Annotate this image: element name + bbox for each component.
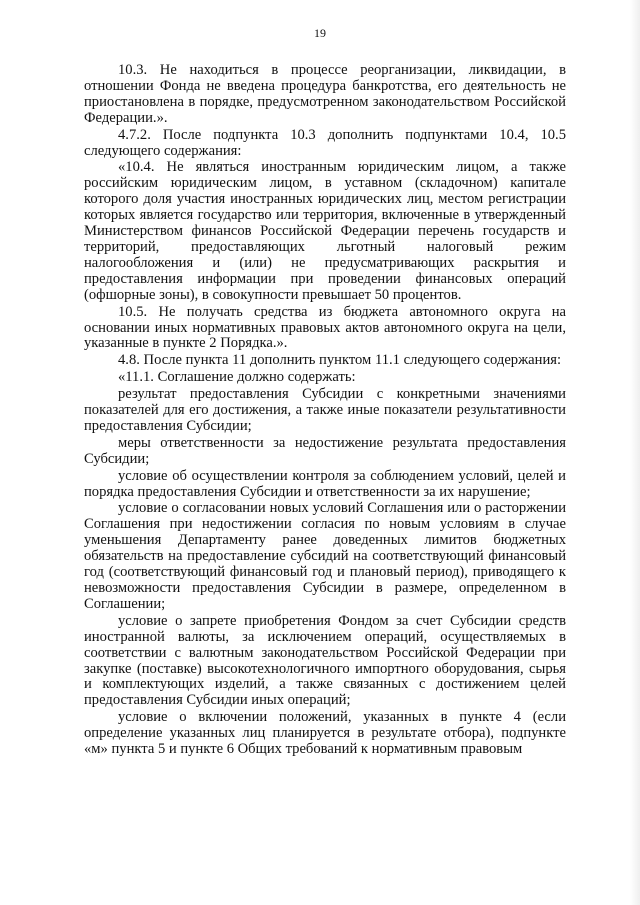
paragraph-4-7-2: 4.7.2. После подпункта 10.3 дополнить подпунктами 10.4, 10.5 следующего содержания: [84,126,566,159]
page-edge-shadow [630,0,640,905]
paragraph-10-4: «10.4. Не являться иностранным юридическим лицом, а также российским юридическим лицом, в уставном (складочном) капитале которого доля участия иностранных юридических лиц, местом регистрации которых является государство или территория, включенные в утвержденный Министерством финансов Российской Федерации перечень государств и территорий, предоставляющих льготный налоговый режим налогообложения и (или) не предусматривающих раскрытия и предоставления информации при проведении финансовых операций (офшорные зоны), в совокупности превышает 50 процентов. [84,159,566,303]
paragraph-control: условие об осуществлении контроля за соблюдением условий, целей и порядка предоставления Субсидии и ответственности за их нарушение; [84,467,566,500]
paragraph-agreement-terms: условие о согласовании новых условий Соглашения или о расторжении Соглашения при недостижении согласия по новым условиям в случае уменьшения Департаменту ранее доведенных лимитов бюджетных обязательств на предоставление субсидий на соответствующий финансовый год (соответствующий финансовый год и плановый период), приводящего к невозможности предоставления Субсидии в размере, определенном в Соглашении; [84,500,566,612]
paragraph-10-3: 10.3. Не находиться в процессе реорганизации, ликвидации, в отношении Фонда не введена процедура банкротства, его деятельность не приостановлена в порядке, предусмотренном законодательством Российской Федерации.». [84,62,566,126]
paragraph-provisions: условие о включении положений, указанных в пункте 4 (если определение указанных лиц планируется в результате отбора), подпункте «м» пункта 5 и пункте 6 Общих требований к нормативным правовым [84,709,566,758]
page-number: 19 [314,26,326,40]
paragraph-11-1: «11.1. Соглашение должно содержать: [118,369,356,386]
paragraph-4-8: 4.8. После пункта 11 дополнить пунктом 11.1 следующего содержания: [118,352,562,369]
document-body [84,63,566,759]
paragraph-responsibility: меры ответственности за недостижение результата предоставления Субсидии; [84,434,566,467]
paragraph-result: результат предоставления Субсидии с конкретными значениями показателей для его достижения, а также иные показатели результативности предоставления Субсидии; [84,386,566,434]
paragraph-10-5: 10.5. Не получать средства из бюджета автономного округа на основании иных нормативных правовых актов автономного округа на цели, указанные в пункте 2 Порядка.». [84,303,566,352]
paragraph-currency-ban: условие о запрете приобретения Фондом за счет Субсидии средств иностранной валюты, за исключением операций, осуществляемых в соответствии с валютным законодательством Российской Федерации при закупке (поставке) высокотехнологичного импортного оборудования, сырья и комплектующих изделий, а также связанных с достижением целей предоставления Субсидии иных операций; [84,612,566,709]
